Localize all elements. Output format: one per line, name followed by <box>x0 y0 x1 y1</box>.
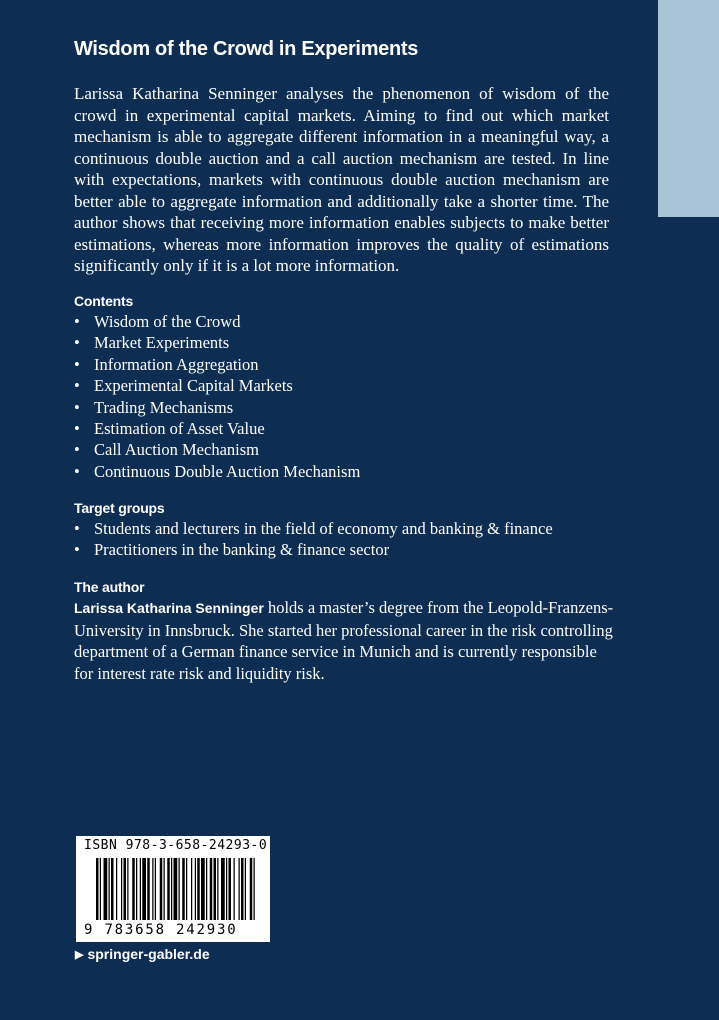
barcode-bar <box>147 858 150 920</box>
publisher-link[interactable] <box>75 946 210 962</box>
barcode-bar <box>221 858 225 920</box>
barcode-bar <box>124 858 127 920</box>
list-item: • Wisdom of the Crowd <box>74 311 634 332</box>
isbn-barcode <box>76 836 270 942</box>
barcode-bar <box>250 858 253 920</box>
barcode-bar <box>160 858 163 920</box>
list-item: • Call Auction Mechanism <box>74 439 634 460</box>
barcode-bar <box>171 858 172 920</box>
barcode-bar <box>191 858 192 920</box>
barcode-bar <box>174 858 178 920</box>
list-item: • Students and lecturers in the field of economy and banking & finance <box>74 518 634 539</box>
list-item: • Information Aggregation <box>74 354 634 375</box>
barcode-bar <box>234 858 235 920</box>
target-groups-section <box>74 498 634 561</box>
cover-color-tab <box>658 0 719 217</box>
barcode-bar <box>239 858 240 920</box>
barcode-bar <box>136 858 137 920</box>
list-item: • Continuous Double Auction Mechanism <box>74 461 634 482</box>
contents-list <box>74 311 634 482</box>
barcode-bar <box>152 858 153 920</box>
barcode-bar <box>229 858 232 920</box>
target-groups-list <box>74 518 634 561</box>
barcode-bar <box>197 858 200 920</box>
barcode-bar <box>116 858 117 920</box>
list-item: • Experimental Capital Markets <box>74 375 634 396</box>
book-description: Larissa Katharina Senninger analyses the phenomenon of wisdom of the crowd in experimental capital markets. Aiming to find out which market mechanism is able to aggregate different information in a meaningful way, a continuous double auction and a call auction mechanism are tested. In line with expectations, markets with continuous double auction mechanism are better able to aggregate information and additionally take a shorter time. The author shows that receiving more information enables subjects to make better estimations, whereas more information improves the quality of estimations significantly only if it is a lot more information. <box>74 84 609 275</box>
barcode-bar <box>121 858 122 920</box>
barcode-bar <box>201 858 205 920</box>
list-item: • Estimation of Asset Value <box>74 418 634 439</box>
barcode-digits: 9 783658 242930 <box>84 922 238 938</box>
book-title: Wisdom of the Crowd in Experiments <box>74 38 419 60</box>
barcode-bar <box>217 858 218 920</box>
target-groups-heading: Target groups <box>74 500 165 516</box>
barcode-bar <box>182 858 185 920</box>
list-item: • Practitioners in the banking & finance sector <box>74 539 634 560</box>
barcode-bar <box>210 858 213 920</box>
barcode-bar <box>186 858 187 920</box>
author-heading: The author <box>74 579 145 595</box>
barcode-bar <box>179 858 180 920</box>
barcode-bar <box>104 858 108 920</box>
author-bio <box>74 597 614 684</box>
barcode-bar <box>167 858 170 920</box>
arrow-right-icon: ▶ <box>75 948 84 961</box>
publisher-url: springer-gabler.de <box>87 946 210 962</box>
barcode-bar <box>206 858 207 920</box>
list-item: • Market Experiments <box>74 332 634 353</box>
barcode-bar <box>155 858 156 920</box>
contents-heading: Contents <box>74 293 134 309</box>
author-section <box>74 577 634 684</box>
barcode-bar <box>142 858 146 920</box>
contents-section <box>74 291 634 482</box>
barcode-bars <box>96 858 256 920</box>
isbn-label: ISBN 978-3-658-24293-0 <box>84 838 268 853</box>
barcode-bar <box>100 858 101 920</box>
barcode-bar <box>245 858 246 920</box>
barcode-bar <box>132 858 135 920</box>
barcode-bar <box>226 858 227 920</box>
barcode-bar <box>195 858 196 920</box>
barcode-bar <box>96 858 99 920</box>
author-bio-text: holds a master’s degree from the Leopold-Franzens-University in Innsbruck. She started her professional career in the risk controlling department of a German finance service in Munich and is currently responsible for interest rate risk and liquidity risk. <box>74 598 614 683</box>
barcode-bar <box>140 858 141 920</box>
barcode-bar <box>214 858 217 920</box>
barcode-bar <box>109 858 110 920</box>
barcode-bar <box>254 858 255 920</box>
barcode-bar <box>164 858 165 920</box>
barcode-bar <box>127 858 128 920</box>
author-name: Larissa Katharina Senninger <box>74 600 264 616</box>
list-item: • Trading Mechanisms <box>74 397 634 418</box>
barcode-bar <box>241 858 244 920</box>
barcode-bar <box>111 858 114 920</box>
